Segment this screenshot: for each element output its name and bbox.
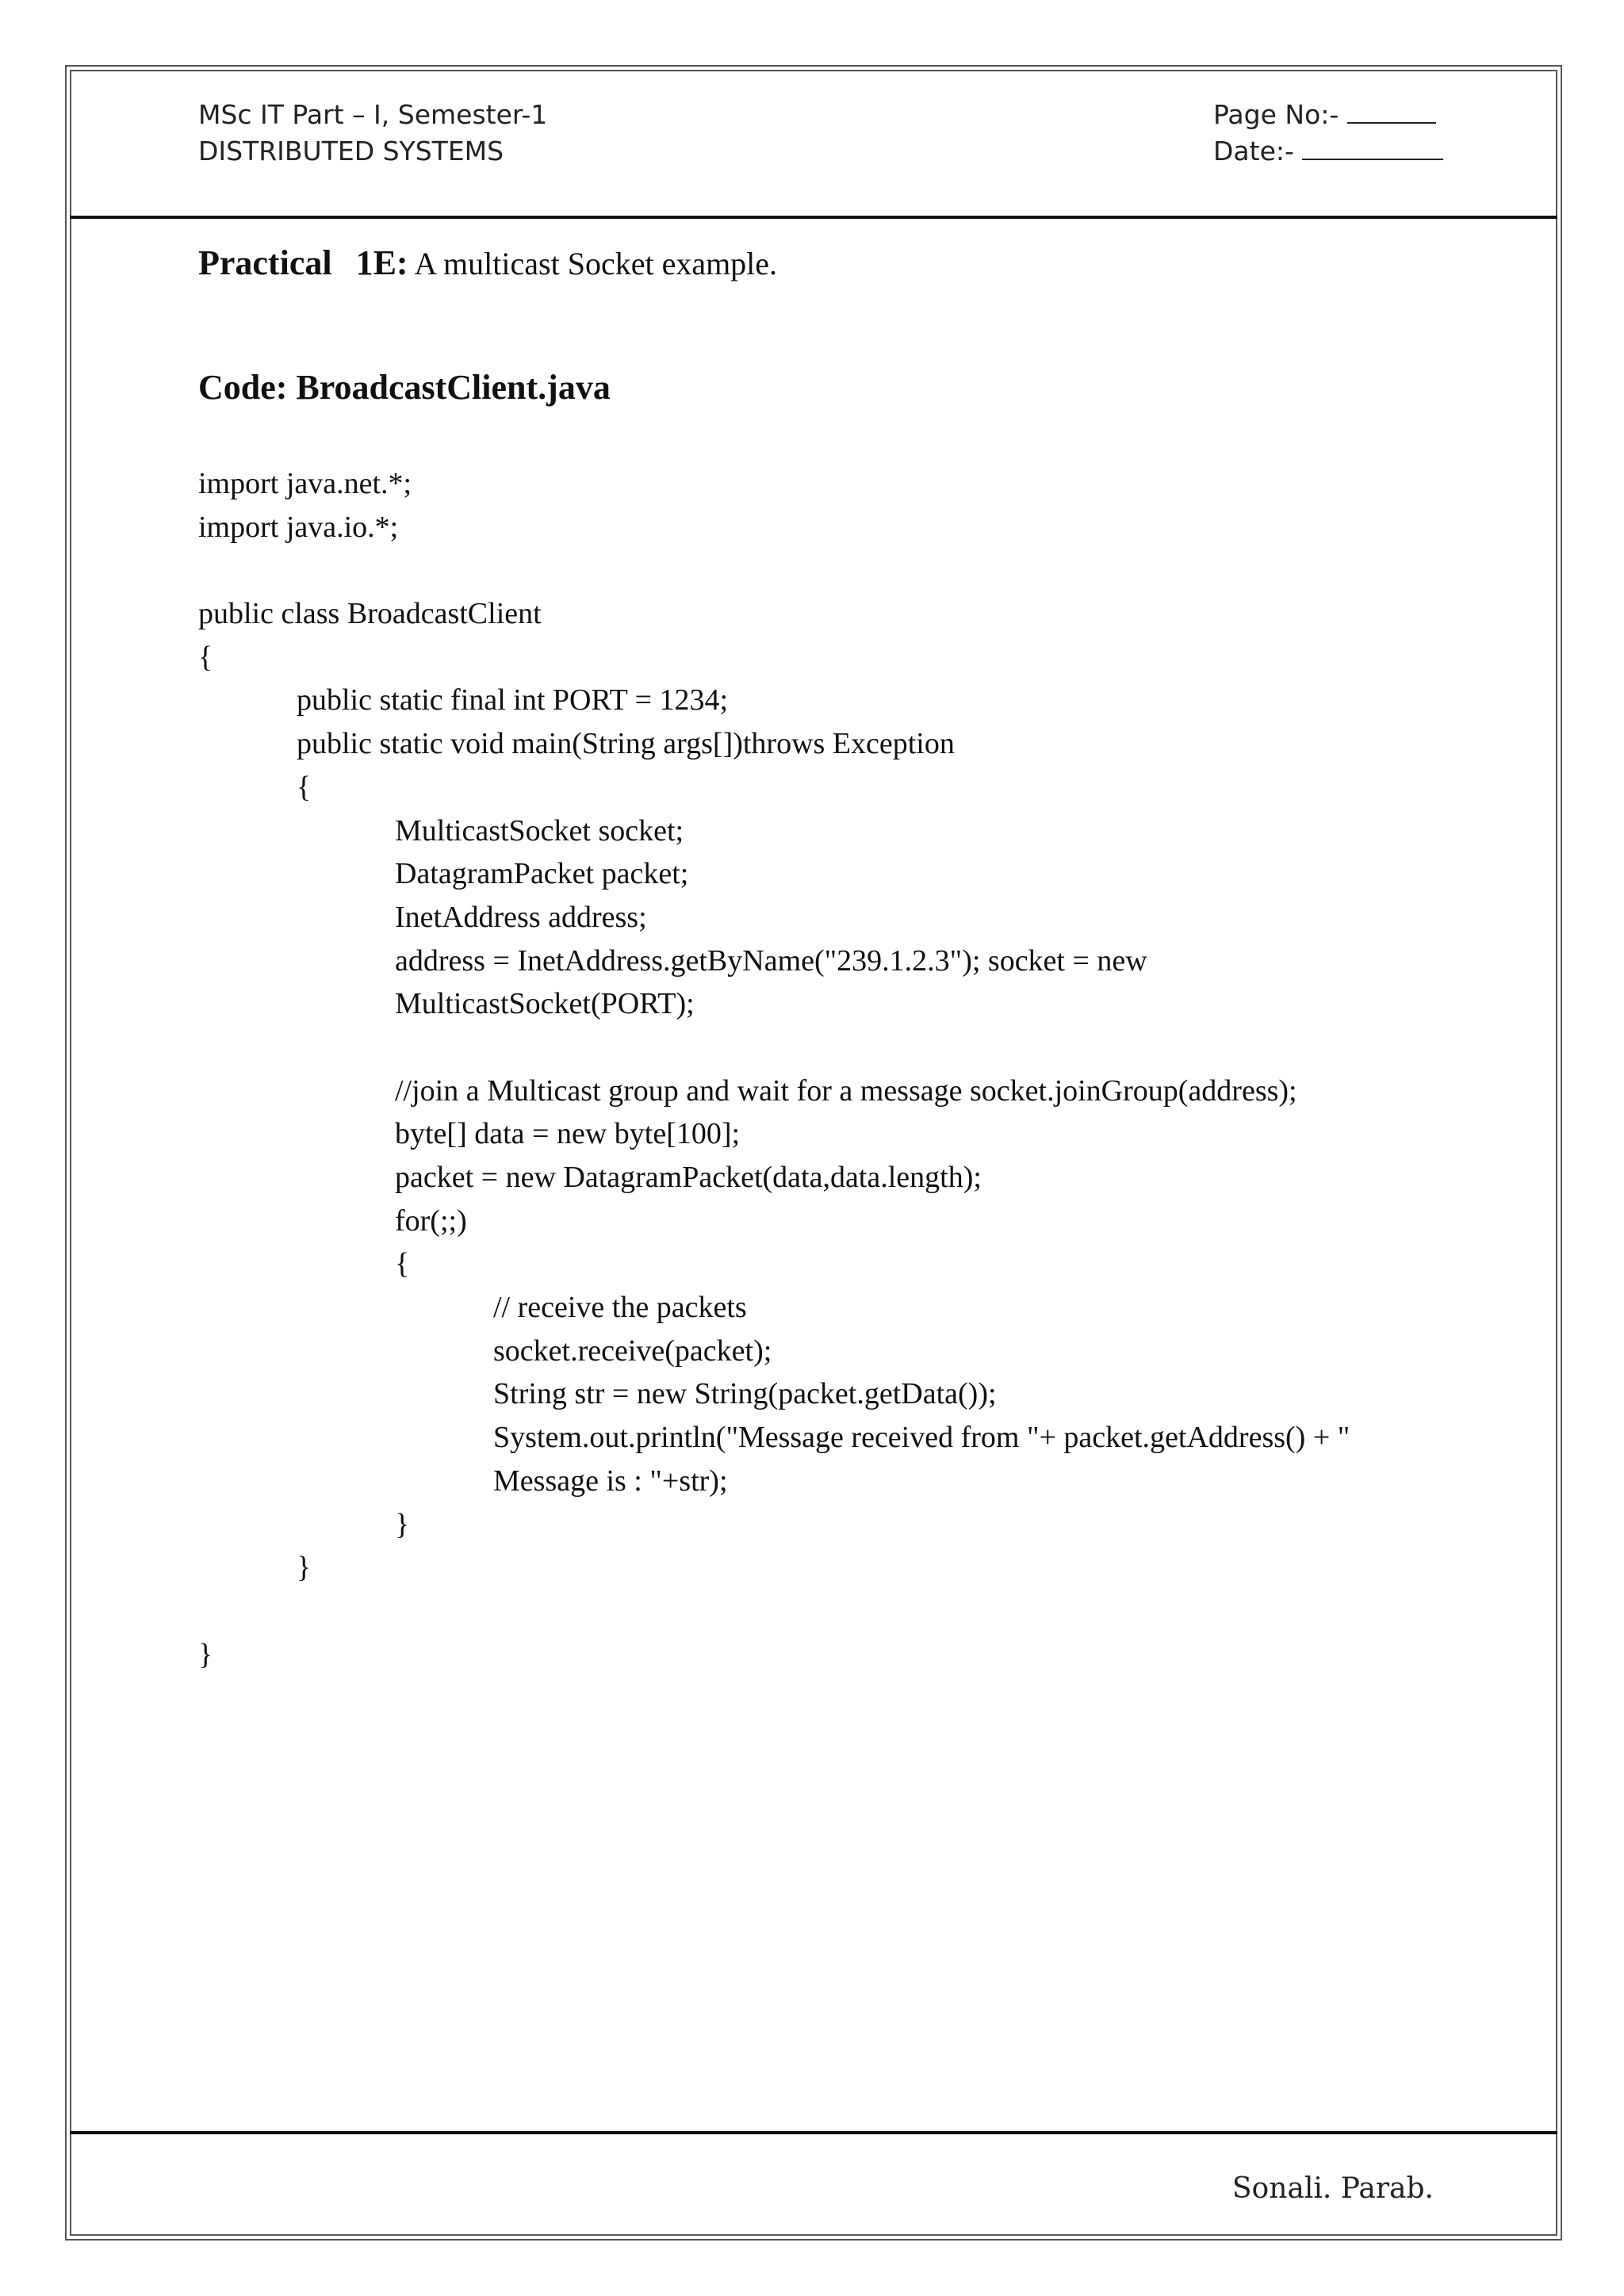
code-line: MulticastSocket(PORT); <box>395 987 695 1021</box>
code-line: { <box>198 640 213 674</box>
practical-title <box>198 238 1467 289</box>
practical-label: Practical <box>198 243 332 282</box>
code-line <box>198 1026 1467 1070</box>
code-line: packet = new DatagramPacket(data,data.length); <box>395 1161 982 1194</box>
code-line: Message is : "+str); <box>493 1464 728 1498</box>
code-line: } <box>395 1507 410 1541</box>
code-line: public static void main(String args[])throws Exception <box>297 727 955 761</box>
code-line: import java.io.*; <box>198 510 399 544</box>
code-line: byte[] data = new byte[100]; <box>395 1117 741 1151</box>
date-field <box>1213 133 1443 170</box>
code-line: } <box>297 1551 312 1585</box>
header-divider <box>70 216 1557 219</box>
practical-number: 1E: <box>355 243 408 282</box>
code-line: InetAddress address; <box>395 900 647 934</box>
code-heading: Code: BroadcastClient.java <box>198 368 611 407</box>
page-content <box>198 238 1467 1676</box>
date-blank <box>1302 138 1443 160</box>
page-no-label: Page No:- <box>1213 99 1339 130</box>
date-label: Date:- <box>1213 136 1294 166</box>
page-no-field <box>1213 97 1443 133</box>
page-no-blank <box>1347 101 1436 124</box>
header-left <box>198 97 547 170</box>
code-line: } <box>198 1637 213 1671</box>
practical-description: A multicast Socket example. <box>414 246 778 281</box>
code-line: System.out.println("Message received from "+ packet.getAddress() + " <box>493 1421 1350 1455</box>
course-label: MSc IT Part – I, Semester-1 <box>198 99 548 130</box>
code-line <box>198 549 1467 592</box>
code-line: for(;;) <box>395 1203 467 1238</box>
code-line: socket.receive(packet); <box>493 1334 772 1368</box>
code-line: { <box>395 1247 410 1281</box>
code-block <box>198 462 1467 1676</box>
code-line: DatagramPacket packet; <box>395 857 689 891</box>
author-name: Sonali. Parab. <box>1231 2172 1434 2205</box>
code-line: // receive the packets <box>493 1291 747 1325</box>
code-line: address = InetAddress.getByName("239.1.2.3"); socket = new <box>395 943 1147 978</box>
code-line <box>198 1590 1467 1633</box>
subject-label: DISTRIBUTED SYSTEMS <box>198 136 504 166</box>
code-line: import java.net.*; <box>198 467 412 500</box>
code-line: { <box>297 770 312 804</box>
code-line: MulticastSocket socket; <box>395 813 684 848</box>
footer-divider <box>70 2131 1557 2134</box>
code-line: String str = new String(packet.getData()); <box>493 1377 997 1411</box>
code-line: //join a Multicast group and wait for a message socket.joinGroup(address); <box>395 1073 1297 1108</box>
header-right <box>1213 97 1443 170</box>
code-line: public class BroadcastClient <box>198 597 542 631</box>
code-line: public static final int PORT = 1234; <box>297 683 729 718</box>
